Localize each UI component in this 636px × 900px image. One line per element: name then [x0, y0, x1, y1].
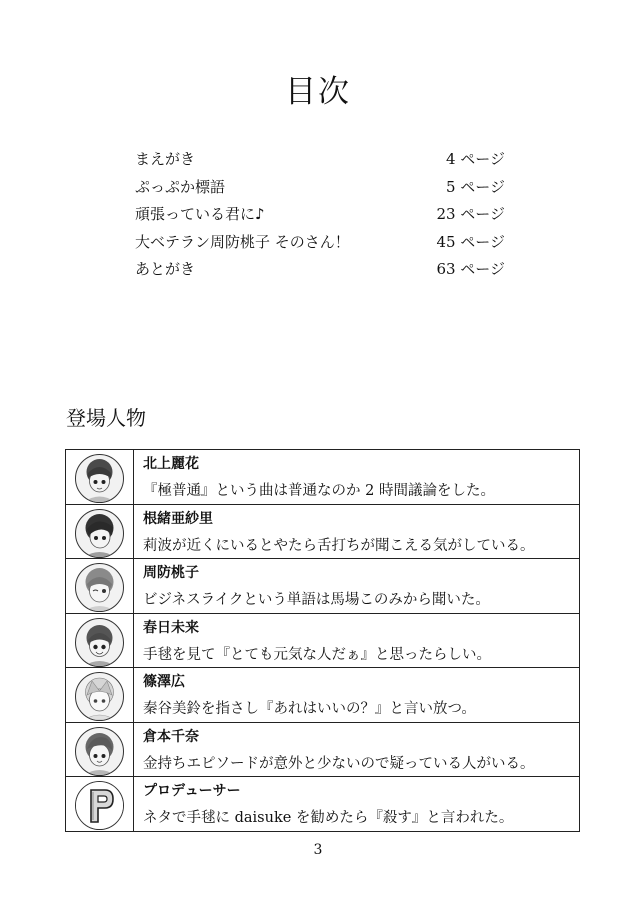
producer-logo-icon — [75, 781, 124, 830]
toc-entry-label: 頑張っている君に♪ — [135, 205, 265, 223]
avatar-cell — [66, 777, 134, 831]
character-row — [65, 777, 580, 832]
character-row — [65, 559, 580, 614]
table-of-contents — [135, 146, 505, 284]
character-name: 春日未来 — [143, 619, 199, 636]
toc-entry-page: 23 ページ — [436, 205, 505, 223]
toc-entry — [135, 229, 505, 257]
character-name: 周防桃子 — [143, 565, 199, 581]
page-title: 目次 — [285, 74, 351, 110]
toc-entry-page: 4 ページ — [445, 150, 505, 168]
character-portrait-icon — [75, 618, 124, 667]
toc-entry-page: 63 ページ — [436, 260, 505, 278]
character-row — [65, 614, 580, 669]
character-description: 秦谷美鈴を指さし『あれはいいの？』と言い放つ。 — [143, 701, 476, 717]
toc-entry — [135, 146, 505, 174]
character-portrait-icon — [75, 509, 124, 558]
toc-entry-label: あとがき — [135, 260, 196, 278]
character-description: ビジネスライクという単語は馬場このみから聞いた。 — [143, 592, 490, 608]
character-row — [65, 668, 580, 723]
character-description: 手毬を見て『とても元気な人だぁ』と思ったらしい。 — [143, 646, 491, 663]
toc-entry-page: 45 ページ — [436, 232, 505, 251]
toc-entry — [135, 174, 505, 202]
character-name: 倉本千奈 — [143, 728, 199, 745]
character-name: 篠澤広 — [143, 674, 185, 690]
character-description: 金持ちエピソードが意外と少ないので疑っている人がいる。 — [143, 755, 535, 772]
character-name: 北上麗花 — [143, 456, 199, 472]
avatar-cell — [66, 505, 134, 559]
avatar-cell — [66, 559, 134, 613]
character-table — [65, 449, 580, 832]
avatar-cell — [66, 614, 134, 668]
characters-heading: 登場人物 — [66, 406, 146, 430]
page-number: 3 — [313, 842, 323, 858]
toc-entry-label: 大ベテラン周防桃子 そのさん！ — [135, 232, 350, 251]
character-portrait-icon — [75, 727, 124, 776]
character-row — [65, 505, 580, 560]
character-description: 『極普通』という曲は普通なのか 2 時間議論をした。 — [143, 483, 495, 499]
character-portrait-icon — [75, 563, 124, 612]
toc-entry-label: ぷっぷか標語 — [135, 177, 226, 196]
toc-entry-page: 5 ページ — [445, 177, 505, 196]
character-portrait-icon — [75, 454, 124, 503]
character-row — [65, 723, 580, 778]
toc-entry — [135, 256, 505, 284]
avatar-cell — [66, 450, 134, 504]
character-name: 根緒亜紗里 — [143, 510, 213, 527]
character-portrait-icon — [75, 672, 124, 721]
character-name: プロデューサー — [143, 783, 241, 799]
avatar-cell — [66, 668, 134, 722]
character-description: ネタで手毬に daisuke を勧めたら『殺す』と言われた。 — [143, 810, 514, 826]
character-description: 莉波が近くにいるとやたら舌打ちが聞こえる気がしている。 — [143, 537, 535, 554]
character-row — [65, 450, 580, 505]
avatar-cell — [66, 723, 134, 777]
toc-entry — [135, 201, 505, 229]
toc-entry-label: まえがき — [135, 150, 196, 168]
